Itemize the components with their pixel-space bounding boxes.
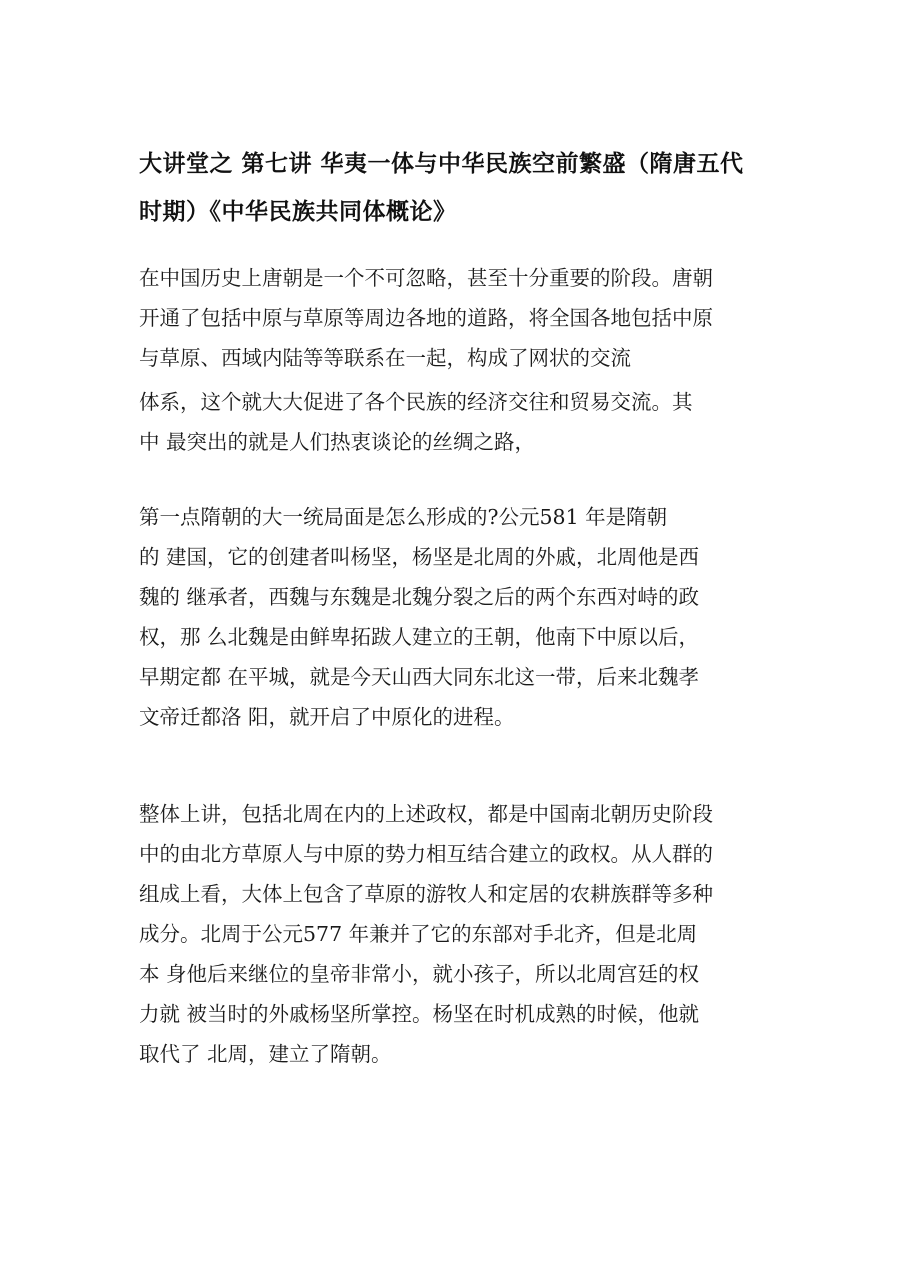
paragraph-line: 与草原、西域内陆等等联系在一起，构成了网状的交流 [139,346,631,370]
paragraph-northern-zhou [139,794,779,1074]
document-title [139,140,779,236]
paragraph-line: 的 建国，它的创建者叫杨坚，杨坚是北周的外戚，北周他是西 [139,545,700,569]
paragraph-sui-unification [139,497,779,737]
paragraph-line: 文帝迁都洛 阳，就开启了中原化的进程。 [139,705,515,729]
paragraph-line: 体系，这个就大大促进了各个民族的经济交往和贸易交流。其 [139,390,693,414]
paragraph-line: 力就 被当时的外戚杨坚所掌控。杨坚在时机成熟的时候，他就 [139,1002,700,1026]
paragraph-line: 魏的 继承者，西魏与东魏是北魏分裂之后的两个东西对峙的政 [139,585,700,609]
title-line: 大讲堂之 第七讲 华夷一体与中华民族空前繁盛（隋唐五代 [139,151,744,177]
title-line: 时期）《中华民族共同体概论》 [139,199,457,225]
paragraph-line: 中的由北方草原人与中原的势力相互结合建立的政权。从人群的 [139,842,713,866]
paragraph-line: 取代了 北周，建立了隋朝。 [139,1042,392,1066]
paragraph-line: 权，那 么北魏是由鲜卑拓跋人建立的王朝，他南下中原以后， [139,625,700,649]
paragraph-line: 早期定都 在平城，就是今天山西大同东北这一带，后来北魏孝 [139,665,700,689]
paragraph-tang-dynasty [139,258,779,462]
paragraph-line: 第一点隋朝的大一统局面是怎么形成的?公元581 年是隋朝 [139,505,668,529]
paragraph-line: 本 身他后来继位的皇帝非常小，就小孩子，所以北周宫廷的权 [139,962,700,986]
paragraph-line: 整体上讲，包括北周在内的上述政权，都是中国南北朝历史阶段 [139,802,713,826]
paragraph-line: 组成上看，大体上包含了草原的游牧人和定居的农耕族群等多种 [139,882,713,906]
paragraph-line: 成分。北周于公元577 年兼并了它的东部对手北齐，但是北周 [139,922,698,946]
paragraph-line: 开通了包括中原与草原等周边各地的道路，将全国各地包括中原 [139,306,713,330]
paragraph-line: 在中国历史上唐朝是一个不可忽略，甚至十分重要的阶段。唐朝 [139,266,713,290]
paragraph-line: 中 最突出的就是人们热衷谈论的丝绸之路， [139,430,536,454]
